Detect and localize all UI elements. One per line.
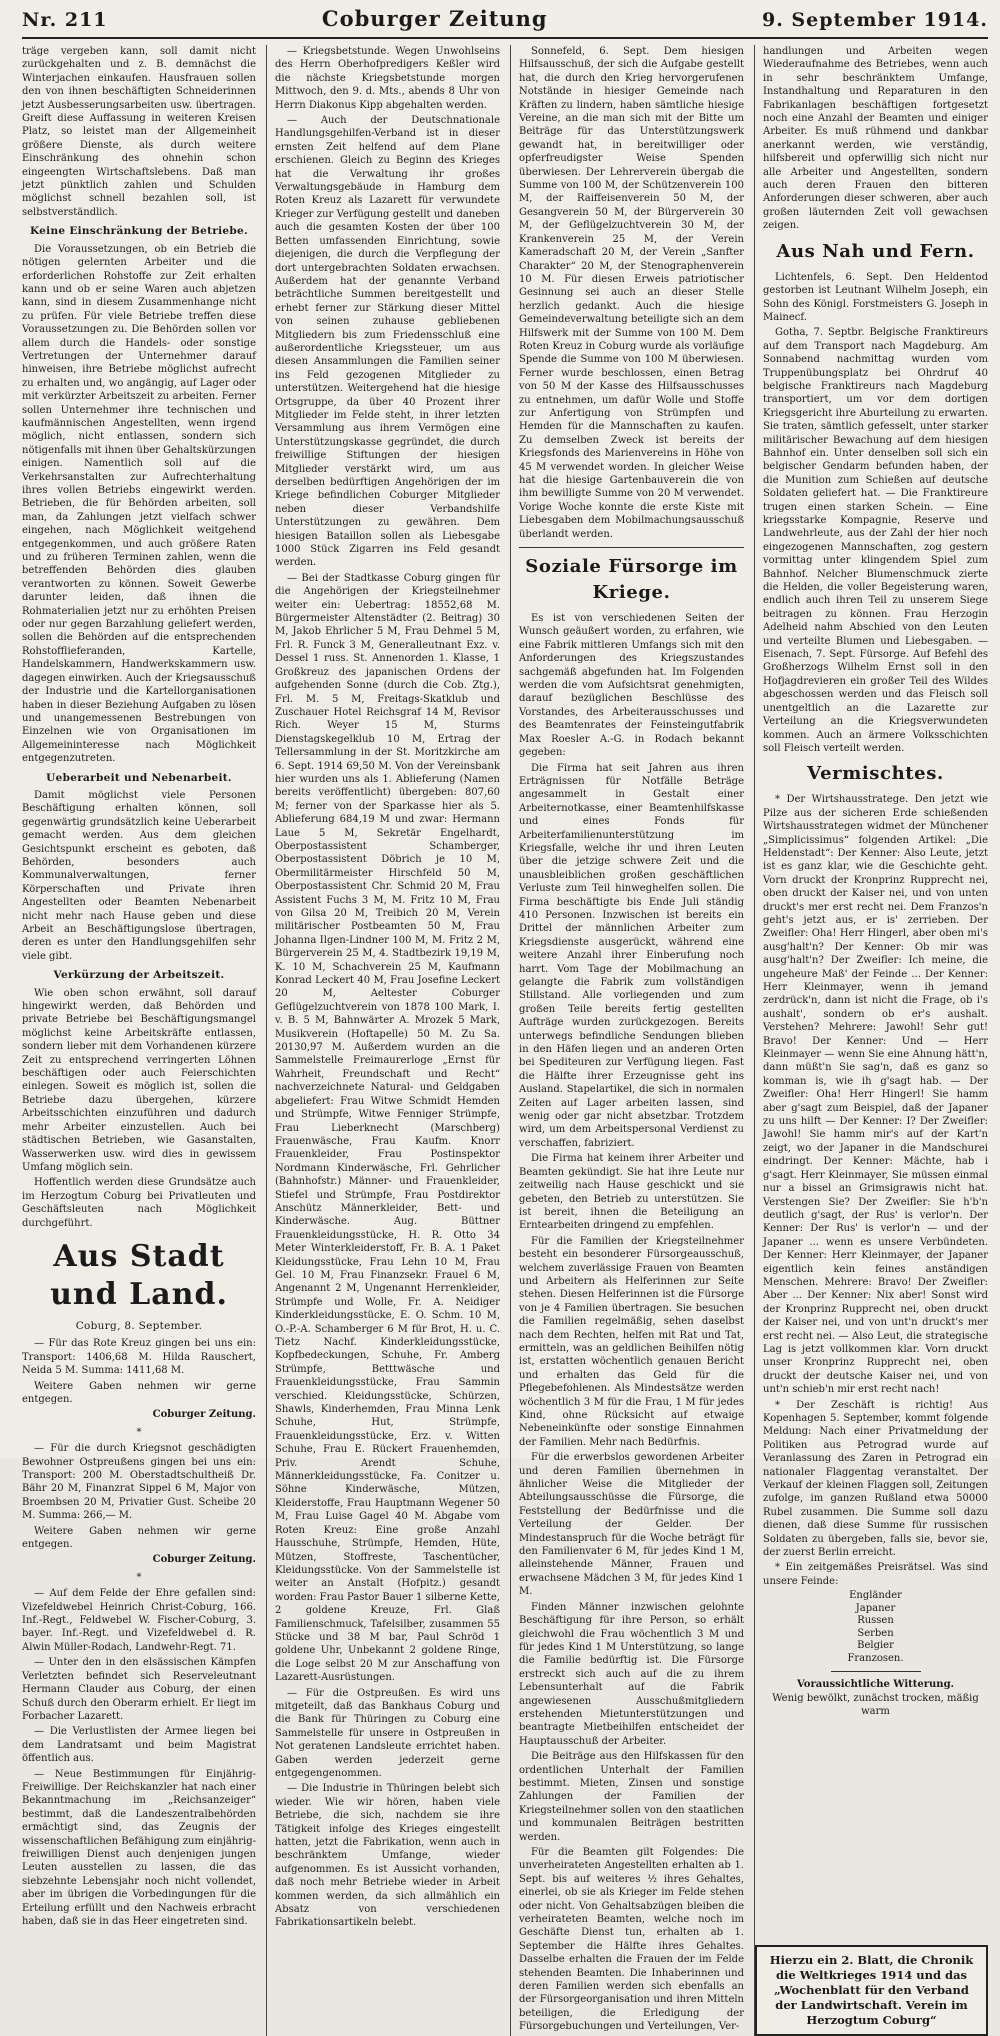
subheading: Verkürzung der Arbeitszeit. bbox=[53, 969, 225, 982]
paragraph: träge vergeben kann, soll damit nicht zurückgehalten und z. B. demnächst die Winterjachen einkaufen. Hausfrauen sollen den von ihnen beschäftigten Schneiderinnen jetzt Ausbesserungsarbeiten usw. übertragen. Greift diese Auffassung in weiteren Kreisen Platz, so leistet man der Allgemeinheit größere Dienste, als durch weitere Einschränkung des ohnehin schon eingeengten Wirtschaftslebens. Daß man jetzt pünktlich zahlen und Schulden möglichst schnell bezahlen soll, ist selbstverständlich. bbox=[22, 46, 256, 218]
paragraph: Hoffentlich werden diese Grundsätze auch im Herzogtum Coburg bei Privatleuten und Geschäftsleuten nach Möglichkeit durchgeführt. bbox=[22, 1177, 256, 1229]
paragraph: Für die erwerbslos gewordenen Arbeiter und deren Familien übernehmen in ähnlicher Weise die Mitglieder der Abteilungsausschüsse die Fürsorge, die Feststellung der Bedürfnisse und die Verteilung der Gelder. Der Mindestanspruch für die Woche beträgt für den Familienvater 6 M, für jedes Kind 1 M, alleinstehende Männer, Frauen und erwachsene Mädchen 3 M, für jedes Kind 1 M. bbox=[519, 1452, 744, 1598]
column-3 bbox=[510, 45, 744, 2036]
subheading: Ueberarbeit und Nebenarbeit. bbox=[46, 771, 232, 784]
paragraph: Es ist von verschiedenen Seiten der Wunsch geäußert worden, zu erfahren, wie eine Fabrik mittleren Umfangs sich mit den Anforderungen des Kriegszustandes sachgemäß abgefunden hat. Im Folgenden werden die vom Aufsichtsrat genehmigten, darauf bezüglichen Beschlüsse des Vorstandes, des Arbeiterausschusses und des Beamtenrates der Feinsteingutfabrik Max Roesler A.-G. in Rodach bekannt gegeben: bbox=[519, 613, 744, 759]
news-item: — Kriegsbetstunde. Wegen Unwohlseins des Herrn Oberhofpredigers Keßler wird die nächste Kriegsbetstunde morgen Mittwoch, den 9. d. Mts., abends 8 Uhr von Herrn Diakonus Kipp abgehalten werden. bbox=[275, 46, 500, 111]
news-item: * Der Zeschäft is richtig! Aus Kopenhagen 5. September, kommt folgende Meldung: Nach einer Privatmeldung der Politiken aus Petrograd wurde auf Veranlassung des Zaren in Petrograd ein nationaler Flaggentag veranstaltet. Der Verkauf der kleinen Flaggen soll, Zeitungen zufolge, im ganzen Rußland etwa 50000 Rubel zusammen. Die Summe soll dazu dienen, daß diese Summe für russischen Soldaten zu übergeben, falls sie, bevor sie, der zuerst Berlin erreicht. bbox=[763, 1399, 988, 1559]
supplement-notice-box: Hierzu ein 2. Blatt, die Chronik die Weltkrieges 1914 und das „Wochenblatt für den Verband der Landwirtschaft. Verein im Herzogtum Coburg“ bbox=[755, 1945, 988, 2036]
masthead bbox=[22, 6, 988, 39]
paragraph: Damit möglichst viele Personen Beschäftigung erhalten können, soll gegenwärtig grundsätzlich keine Ueberarbeit gemacht werden. Aus dem gleichen Gesichtspunkt erscheint es geboten, daß Behörden, besonders auch Kommunalverwaltungen, ferner Körperschaften und Private ihren Angestellten oder Beamten Nebenarbeit nicht mehr nach Hause geben und diese Arbeit an Beschäftigungslose übertragen, deren es unter den Handlungsgehilfen sehr viele gibt. bbox=[22, 789, 256, 962]
riddle-list bbox=[763, 1590, 988, 1665]
news-item: — Neue Bestimmungen für Einjährig-Freiwillige. Der Reichskanzler hat nach einer Bekanntmachung im „Reichsanzeiger“ bestimmt, daß die Landeszentralbehörden ermächtigt sind, das Zeugnis der wissenschaftlichen Befähigung zum einjährig-freiwilligen Dienst auch denjenigen jungen Leuten ausstellen zu lassen, die das siebzehnte Lebensjahr noch nicht vollendet, aber im übrigen die Vorbedingungen für die Erteilung erfüllt und den Nachweis erbracht haben, daß sie in das Heer eingetreten sind. bbox=[22, 1768, 256, 1927]
paragraph: Die Firma hat seit Jahren aus ihren Erträgnissen für Notfälle Beträge angesammelt in Gestalt einer Arbeiternotkasse, einer Beamtenhilfskasse und eines Fonds für Arbeiterfamilienunterstützung im Kriegsfalle, welche ihr und ihren Leuten über die jetzige schwere Zeit und die unausbleiblichen großen geschäftlichen Verluste zum Teil hinweghelfen sollen. Die Firma beschäftigte bis Ende Juli ständig 410 Personen. Inzwischen ist bereits ein Drittel der männlichen Arbeiter zum Kriegsdienste ausgerückt, während eine weitere Anzahl ihrer Einberufung noch harrt. Vom Tage der Mobilmachung an gelangte die Fabrik zum vollständigen Stillstand. Alle vorliegenden und zum großen Teile bereits fertig gestellten Aufträge wurden zurückgezogen. Bereits unterwegs befindliche Sendungen blieben in den Häfen liegen und an anderen Orten bei Spediteuren zur Verfügung liegen. Fast die Hälfte ihrer Erzeugnisse geht ins Ausland. Stapelartikel, die sich in normalen Zeiten auf Lager arbeiten lassen, sind wenig oder gar nicht absetzbar. Trotzdem wird, um dem Arbeitspersonal Verdienst zu verschaffen, fabriziert. bbox=[519, 762, 744, 1149]
list-item: Serben bbox=[857, 1627, 894, 1639]
divider bbox=[831, 1671, 921, 1672]
news-item: — Auch der Deutschnationale Handlungsgehilfen-Verband ist in dieser ernsten Zeit helfend auf dem Plane erschienen. Gleich zu Beginn des Krieges hat die Verwaltung ihr großes Verwaltungsgebäude in Hamburg dem Roten Kreuz als Lazarett für verwundete Krieger zur Verfügung gestellt und daneben auch die gesamten Kosten der über 100 Betten umfassenden Einrichtung, sowie diejenigen, die durch die Verpflegung der dort untergebrachten Soldaten erwachsen. Außerdem hat der genannte Verband beträchtliche Summen bereitgestellt und erhebt ferner zur Stärkung dieser Mittel von seinen zuhause gebliebenen Mitgliedern bis zum Friedensschluß eine außerordentliche Kriegssteuer, um aus diesen Ansammlungen die Familien seiner ins Feld gezogenen Mitglieder zu unterstützen. Weitergehend hat die hiesige Ortsgruppe, da über 40 Prozent ihrer Mitglieder im Felde steht, in ihrer letzten Versammlung aus ihrem Vermögen eine Unterstützungskasse gegründet, die durch freiwillige Stiftungen der hiesigen Mitglieder verstärkt wird, um aus derselben bedürftigen Angehörigen der im Kriege befindlichen Coburger Mitglieder neben dieser Verbandshilfe Unterstützungen zu gewähren. Dem hiesigen Bataillon sollen als Liebesgabe 1000 Stück Zigarren ins Feld gesandt werden. bbox=[275, 115, 500, 569]
issue-date: 9. September 1914. bbox=[761, 9, 988, 31]
list-item: Russen bbox=[857, 1615, 894, 1627]
section-heading-stadt-und-land: Aus Stadt und Land. bbox=[50, 1238, 228, 1312]
list-item: Engländer bbox=[849, 1590, 902, 1602]
news-item: — Die Verlustlisten der Armee liegen bei dem Landratsamt und beim Magistrat öffentlich aus. bbox=[22, 1726, 256, 1765]
paragraph: Die Beiträge aus den Hilfskassen für den ordentlichen Unterhalt der Familien bestimmt. Mieten, Zinsen und sonstige Zahlungen der Familien der Kriegsteilnehmer sollen von den staatlichen und kommunalen Beiträgen bestritten werden. bbox=[519, 1751, 744, 1843]
list-item: Franzosen. bbox=[847, 1652, 904, 1664]
section-heading-vermischtes: Vermischtes. bbox=[807, 763, 944, 785]
news-item: Weitere Gaben nehmen wir gerne entgegen. bbox=[22, 1380, 256, 1405]
section-heading-aus-nah-und-fern: Aus Nah und Fern. bbox=[776, 240, 975, 262]
separator-star: * bbox=[136, 1426, 142, 1438]
list-item: Belgier bbox=[857, 1640, 894, 1652]
column-4 bbox=[754, 45, 988, 2036]
news-item: Sonnefeld, 6. Sept. Dem hiesigen Hilfsausschuß, der sich die Aufgabe gestellt hat, die durch den Krieg hervorgerufenen Notstände in hiesiger Gemeinde nach Kräften zu lindern, haben sämtliche hiesige Vereine, an die man sich mit der Bitte um Beiträge für das Unterstützungswerk gewandt hat, in bereitwilliger oder opferfreudigster Weise Spenden überwiesen. Der Lehrerverein übergab die Summe von 100 M, der Schützenverein 100 M, der Raiffeisenverein 50 M, der Gesangverein 50 M, der Bürgerverein 30 M, der Geflügelzuchtverein 30 M, der Krankenverein 25 M, der Verein Kameradschaft 20 M, der Verein „Sanfter Charakter“ 20 M, der Stenographenverein 10 M. Für diesen Erweis patriotischer Gesinnung sei auch an dieser Stelle herzlich gedankt. Auch die hiesige Gemeindeverwaltung beteiligte sich an dem Hilfswerk mit der Summe von 100 M. Dem Roten Kreuz in Coburg wurde als vorläufige Spende die Summe von 100 M überwiesen. Ferner wurde beschlossen, einen Betrag von 50 M der Kasse des Hilfsausschusses zu entnehmen, um dafür Wolle und Stoffe zur Anfertigung von Strümpfen und Hemden für die Mannschaften zu kaufen. Zu demselben Zweck ist bereits der Kriegsfonds des Marienvereins in Höhe von 45 M verwendet worden. In gleicher Weise hat die hiesige Gartenbauverein die von ihm bewilligte Summe von 20 M verwendet. Vorige Woche konnte die erste Kiste mit Liebesgaben dem Mobilmachungsausschuß überlandt werden. bbox=[519, 46, 744, 540]
list-item: Japaner bbox=[855, 1602, 896, 1614]
paragraph: handlungen und Arbeiten wegen Wiederaufnahme des Betriebes, wenn auch in sehr beschränktem Umfange, Instandhaltung und Reparaturen in den Fabrikanlagen beschäftigen fortgesetzt noch eine Anzahl der Beamten und einiger Arbeiter. Es muß rühmend und dankbar anerkannt werden, wie verständig, hilfsbereit und opferwillig sich nicht nur alle Arbeiter und Angestellten, sondern auch deren Frauen den bitteren Anforderungen dieser schweren, aber auch großen läuternden Zeit voll gewachsen zeigen. bbox=[763, 46, 988, 232]
paragraph: Die Firma hat keinem ihrer Arbeiter und Beamten gekündigt. Sie hat ihre Leute nur zeitweilig nach Hause geschickt und sie gebeten, den Betrieb zu unterstützen. Sie ist bereit, ihnen die Beteiligung an Erntearbeiten dringend zu empfehlen. bbox=[519, 1153, 744, 1232]
news-item: * Ein zeitgemäßes Preisrätsel. Was sind unsere Feinde: bbox=[763, 1562, 988, 1587]
paragraph: Die Voraussetzungen, ob ein Betrieb die nötigen gelernten Arbeiter und die erforderlichen Rohstoffe zur Zeit erhalten kann und ob er seine Waren auch abjetzen kann, sind in diesem Zusammenhange nicht zu prüfen. Für viele Betriebe treffen diese Voraussetzungen zu. Die Behörden sollen vor allem durch die Handels- oder sonstige Vertretungen der Unternehmer darauf hinweisen, ihre Betriebe möglichst aufrecht zu erhalten und, wo angängig, auf Lager oder mit verkürzter Arbeitszeit zu arbeiten. Ferner sollen Unternehmer ihre technischen und kaufmännischen Angestellten, wenn irgend möglich, nicht entlassen, sondern sich nötigenfalls mit ihnen über Gehaltskürzungen einigen. Namentlich soll auf die Verkehrsanstalten zur Aufrechterhaltung ihres vollen Betriebs eingewirkt werden. Betrieben, die für Behörden arbeiten, soll man, da Zahlungen jetzt vielfach schwer eingehen, nach Möglichkeit weitgehend entgegenkommen, und auch größere Raten und zu früheren Terminen zahlen, wenn die betreffenden Behörden dies glauben verantworten zu können. Soweit Gewerbe darunter leiden, daß ihnen die Rohmaterialien jetzt nur zu erhöhten Preisen oder nur gegen Barzahlung geliefert werden, sollen die Behörden auf die entsprechenden Rohstofflieferanden, Kartelle, Handelskammern, Handwerkskammern usw. dagegen einwirken. Auch der Kriegsausschuß der Industrie und die Kartellorganisationen haben in dieser Beziehung Aufgaben zu lösen und unangemessenen Bestrebungen von Einzelnen wie von Organisationen im Allgemeininteresse nach Möglichkeit entgegenzutreten. bbox=[22, 243, 256, 765]
column-1 bbox=[22, 45, 256, 2036]
news-item: — Die Industrie in Thüringen belebt sich wieder. Wie wir hören, haben viele Betriebe, die sich, nachdem sie ihre Tätigkeit infolge des Krieges eingestellt hatten, jetzt die Fabrikation, wenn auch in beschränktem Umfange, wieder aufgenommen. Es ist Aussicht vorhanden, daß noch mehr Betriebe wieder in Arbeit kommen werden, da sich allmählich ein Absatz von verschiedenen Fabrikationsartikeln belebt. bbox=[275, 1783, 500, 1929]
dateline: Coburg, 8. September. bbox=[75, 1319, 203, 1332]
weather-heading: Voraussichtliche Witterung. bbox=[796, 1679, 955, 1691]
paragraph: Finden Männer inzwischen gelohnte Beschäftigung für ihre Person, so erhält gleichwohl die Frau wöchentlich 3 M und für jedes Kind 1 M Unterstützung, so lange die Familie bedürftig ist. Die Fürsorge erstreckt sich auch auf die zu ihrem Lebensunterhalt auf die Fabrik angewiesenen Ausschußmitgliedern erstehenden Mietunterstützungen und beantragte Mietbeihilfen entscheidet der Hauptausschuß der Arbeiter. bbox=[519, 1601, 744, 1747]
columns bbox=[22, 45, 988, 2033]
paragraph: Wie oben schon erwähnt, soll darauf hingewirkt werden, daß Behörden und private Betriebe bei Beschäftigungsmangel möglichst keine Arbeitskräfte entlassen, sondern lieber mit dem Vorhandenen kürzere Zeit zu entsprechend verringerten Löhnen beschäftigen oder auch Feierschichten einlegen. Soweit es möglich ist, sollen die Betriebe dazu übergehen, kürzere Arbeitsschichten einzuführen und dadurch mehr Arbeiter einzustellen. Auch bei städtischen Betrieben, wie Gasanstalten, Wasserwerken usw. wird dies in gewissem Umfang möglich sein. bbox=[22, 987, 256, 1173]
paragraph: Für die Beamten gilt Folgendes: Die unverheirateten Angestellten erhalten ab 1. Sept. bis auf weiteres ½ ihres Gehaltes, einerlei, ob sie als Krieger im Felde stehen oder nicht. Von Gehaltsabzügen bleiben die verheirateten Beamten, welche noch im Geschäfte Dienst tun, erhalten ab 1. September die Hälfte ihres Gehaltes. Dasselbe erhalten die Frauen der im Felde stehenden Beamten. Die Inhaberinnen und deren Familien werden sich ebenfalls an der Fürsorgeorganisation und ihren Mitteln beteiligen, die Erledigung der Fürsorgebuchungen und Verteilungen, Ver- bbox=[519, 1847, 744, 2033]
news-item: — Bei der Stadtkasse Coburg gingen für die Angehörigen der Kriegsteilnehmer weiter ein: Uebertrag: 18552,68 M. Bürgermeister Altenstädter (2. Beitrag) 30 M, Jakob Ehrlicher 5 M, Frau Dehmel 5 M, Frl. R. Funck 3 M, Generalleutnant Exz. v. Dessel 1 russ. St. Annenorden 1. Klasse, 1 Großkreuz des japanischen Ordens der aufgehenden Sonne (durch die Cob. Ztg.), Frl. M. 5 M, Freitags-Skatklub und Zuschauer Hotel Reichsgraf 14 M, Revisor Rich. Weyer 15 M, Sturms Dienstagskegelklub 10 M, Ertrag der Tellersammlung in der St. Moritzkirche am 6. Sept. 1914 69,50 M. Von der Vereinsbank hier wurden uns als 1. Ablieferung (Namen bereits veröffentlicht) übergeben: 807,60 M; ferner von der Sparkasse hier als 5. Ablieferung 684,19 M und zwar: Hermann Laue 5 M, Sekretär Engelhardt, Oberpostassistent Schamberger, Oberpostassistent Döbrich je 10 M, Obermilitärmeister Hirschfeld 50 M, Oberpostassistent Chr. Schmid 20 M, Frau Assistent Fuchs 3 M, M. Fritz 10 M, Frau von Gilsa 20 M, Treibich 20 M, Verein militärischer Postbeamten 50 M, Frau Johanna Ilgen-Lindner 100 M, M. Fritz 2 M, Bürgerverein 25 M, 4. Stadtbezirk 19,19 M, K. 10 M, Schachverein 25 M, Kaufmann Konrad Leckert 40 M, Frau Josefine Leckert 20 M, Aeltester Coburger Geflügelzuchtverein von 1878 100 Mark, I. v. B. 5 M, Bahnwärter A. Mrozek 5 Mark, Musikverein (Hoftapelle) 50 M. Zu Sa. 20130,97 M. Außerdem wurden an die Sammelstelle Freimaurerloge „Ernst für Wahrheit, Freundschaft und Recht“ nachverzeichnete Natural- und Geldgaben abgeliefert: Frau Witwe Schmidt Hemden und Strümpfe, Witwe Fenniger Strümpfe, Frau Lieberknecht (Marschberg) Frauenwäsche, Frau Kaufm. Knorr Frauenkleider, Frau Postinspektor Nordmann Kinderwäsche, Frl. Gehrlicher (Bahnhofstr.) Männer- und Frauenkleider, Stiefel und Strümpfe, Frau Postdirektor Anschütz Männerkleider, Bett- und Kinderwäsche. Aug. Büttner Frauenkleidungsstücke, H. R. Otto 34 Meter Winterkleiderstoff, Fr. B. A. 1 Paket Kleidungsstücke, Frau Lehn 10 M, Frau Gel. 10 M, Frau Finanzsekr. Frauel 6 M, Angenannt 2 M, Ungenannt Herrenkleider, Strümpfe und Wolle, Fr. A. Neidiger Kinderkleidungsstücke, E. O. Schm. 10 M, O.-P.-A. Schamberger 6 M für Brot, H. u. C. Tietz Nachf. Kinderkleidungsstücke, Kopfbedeckungen, Schuhe, Fr. Amberg Strümpfe, Betttwäsche und Frauenkleidungsstücke, Frau Sammin verschied. Kleidungsstücke, Schürzen, Shawls, Kinderhemden, Frau Minna Lenk Schuhe, Hut, Strümpfe, Frauenkleidungsstücke, Erz. v. Witten Schuhe, Frau E. Rückert Frauenhemden, Priv. Arendt Schuhe, Männerkleidungsstücke, Fa. Conitzer u. Söhne Kinderwäsche, Mützen, Kleiderstoffe, Frau Hauptmann Wegener 50 M, Frau Luise Gagel 40 M. Abgabe vom Roten Kreuz: Eine große Anzahl Hausschuhe, Strümpfe, Hemden, Hüte, Mützen, Stoffreste, Taschentücher, Kleidungsstücke. Von der Sammelstelle ist weiter an Anstalt (Hofpitz.) gesandt worden: Frau Pastor Bauer 1 silberne Kette, 2 goldene Kreuze, Frl. Glaß Familienschmuck, Tafelsilber, zusammen 55 Stücke und 38 M bar, Paul Schröd 1 goldene Uhr, Unbekannt 2 goldene Ringe, die Loge selbst 20 M zur Anschaffung von Lazarett-Ausrüstungen. bbox=[275, 572, 500, 1684]
divider bbox=[519, 547, 744, 548]
paragraph: Für die Familien der Kriegsteilnehmer besteht ein besonderer Fürsorgeausschuß, welchem zuverlässige Frauen von Beamten und Arbeitern als Helferinnen zur Seite stehen. Diesen Helferinnen ist die Fürsorge von je 4 Familien übertragen. Sie besuchen die Familien regelmäßig, sehen daselbst nach dem Rechten, helfen mit Rat und Tat, ermitteln, was an geldlichen Beihilfen nötig ist, erstatten wöchentlich genauen Bericht und erhalten das Geld für die Pflegebefohlenen. Als Mindestsätze werden wöchentlich 3 M für die Frau, 1 M für jedes Kind, ohne Rücksicht auf etwaige Nebeneinkünfte oder sonstige Einnahmen der Familien. Mehr nach Bedürfnis. bbox=[519, 1235, 744, 1448]
signature: Coburger Zeitung. bbox=[152, 1554, 256, 1566]
news-item: — Unter den in den elsässischen Kämpfen Verletzten befindet sich Reserveleutnant Hermann Clauder aus Coburg, der einen Schuß durch den Oberarm erhielt. Er liegt im Forbacher Lazarett. bbox=[22, 1657, 256, 1722]
news-item: — Für die Ostpreußen. Es wird uns mitgeteilt, daß das Bankhaus Coburg und die Bank für Thüringen zu Coburg eine Sammelstelle für unsere in Ostpreußen in Not geratenen Landsleute errichtet haben. Gaben werden jederzeit gerne entgegengenommen. bbox=[275, 1687, 500, 1779]
news-item: * Der Wirtshausstratege. Den jetzt wie Pilze aus der sicheren Erde schießenden Wirtshausstrategen widmet der Münchener „Simplicissimus“ folgenden Artikel: „Die Heldenstadt“: Der Kenner: Also Leute, jetzt ist es ganz klar, wie die Geschichte geht. Vorn druckt der Kronprinz Rupprecht nei, oben druckt der Kaiser nei, und von unten druckt's mer erst recht nei. Dem Franzos'n geht's jetzt aus, er is' zerrieben. Der Zweifler: Oha! Herr Hingerl, aber oben mi's ausg'halt'n? Der Kenner: Ob mir was ausg'halt'n? Der Zweifler: Ich meine, die ungeheure Maß' der Feinde ... Der Kenner: Herr Kleinmayer, wenn ih jemand zerdrück'n, dann ist nicht die Frage, ob i's aushalt', sondern ob er's aushalt. Verstehen? Mehrere: Jawohl! Sehr gut! Bravo! Der Kenner: Und — Herr Kleinmayer — wenn Sie eine Ahnung hätt'n, dann müßt'n Sie sag'n, daß es ganz so komman is, wie ih g'sagt hab. — Der Zweifler: Oha! Herr Hingerl! Sie hamm aber g'sagt zum Beispiel, daß der Japaner zu uns hilft — Der Kenner: I? Der Zweifler: Jawohl! Sie hamm mir's auf der Kart'n zeigt, wo der Japaner in die Mandschurei eindringt. Der Kenner: Mächte, hab i g'sagt. Herr Kleinmayer, Sie müssen einmal nur a bissel an Grimsigrawis nicht hat. Verstengen Sie? Der Zweifler: Sie h'b'n deutlich g'sagt, der Rus' is verlor'n. Der Kenner: Der Rus' is verlor'n — und der Japaner ... wenn es unsere Verbündeten. Der Kenner: Herr Kleinmayer, der Japaner eigentlich kein feines anständigen Menschen. Mehrere: Bravo! Der Zweifler: Aber ... Der Kenner: Nix aber! Sonst wird der Kronprinz Rupprecht nei, oben druckt der Kaiser nei, und von unt'n druckt's mer erst recht nei. — Also Leut, die strategische Lag is jetzt vollkommen klar. Vorn druckt unser Kronprinz Rupprecht nei, oben druckt der deutsche Kaiser nei, und von unt'n schieb'n mir erst recht nach! bbox=[763, 794, 988, 1396]
news-item: — Auf dem Felde der Ehre gefallen sind: Vizefeldwebel Heinrich Christ-Coburg, 166. Inf.-Regt., Feldwebel W. Fischer-Coburg, 3. bayer. Inf.-Regt. und Vizefeldwebel d. R. Alwin Müller-Rodach, Landwehr-Regt. 71. bbox=[22, 1588, 256, 1653]
subheading: Keine Einschränkung der Betriebe. bbox=[29, 225, 248, 238]
news-item: — Für die durch Kriegsnot geschädigten Bewohner Ostpreußens gingen bei uns ein: Transport: 200 M. Oberstadtschultheiß Dr. Bähr 20 M, Finanzrat Sippel 6 M, Major von Broembsen 20 M, Privatier Gust. Scheibe 20 M. Summa: 266,— M. bbox=[22, 1443, 256, 1522]
news-item: — Für das Rote Kreuz gingen bei uns ein: Transport: 1406,68 M. Hilda Rauschert, Neida 5 M. Summa: 1411,68 M. bbox=[22, 1338, 256, 1377]
separator-star: * bbox=[136, 1571, 142, 1583]
issue-number: Nr. 211 bbox=[22, 9, 108, 31]
news-item: Lichtenfels, 6. Sept. Den Heldentod gestorben ist Leutnant Wilhelm Joseph, ein Sohn des Königl. Forstmeisters G. Joseph in Mainecf. bbox=[763, 271, 988, 323]
news-item: Weitere Gaben nehmen wir gerne entgegen. bbox=[22, 1525, 256, 1551]
newspaper-title: Coburger Zeitung bbox=[321, 6, 548, 31]
weather-forecast: Wenig bewölkt, zunächst trocken, mäßig warm bbox=[772, 1692, 979, 1718]
signature: Coburger Zeitung. bbox=[152, 1409, 256, 1421]
section-heading-soziale-fuersorge: Soziale Fürsorge im Kriege. bbox=[525, 556, 738, 604]
column-2 bbox=[266, 45, 500, 2036]
news-item: Gotha, 7. Septbr. Belgische Franktireurs auf dem Transport nach Magdeburg. Am Sonnabend nachmittag wurden vom Truppenübungsplatz bei Ohrdruf 40 belgische Franktireurs nach Magdeburg transportiert, um vor dem dortigen Kriegsgericht ihre Aburteilung zu erwarten. Sie traten, sämtlich gefesselt, unter starker militärischer Bewachung auf dem hiesigen Bahnhof ein. Unter denselben soll sich ein belgischer Gendarm befunden haben, der die Munition zum Schießen auf deutsche Soldaten geliefert hat. — Die Franktireure trugen einen starken Schein. — Eine kriegsstarke Kompagnie, Reserve und Landwehrleute, aus der Zahl der hier noch eingezogenen Mannschaften, zog gestern vormittag unter klingendem Spiel zum Bahnhof. Nelcher Blumenschmuck zierte die Helden, die voller Begeisterung waren, endlich auch ihren Teil zu unserem Siege beitragen zu können. Frau Herzogin Adelheid nahm Abschied von den Leuten und verteilte Blumen und Liebesgaben. — Eisenach, 7. Sept. Fürsorge. Auf Befehl des Großherzogs Wilhelm Ernst soll in den Hofjagdrevieren ein großer Teil des Wildes abgeschossen werden und das Fleisch soll unentgeltlich an die Lazarette zur Verteilung an die Kriegsverwundeten kommen. Auch an ärmere Volksschichten soll Fleisch verteilt werden. bbox=[763, 327, 988, 754]
